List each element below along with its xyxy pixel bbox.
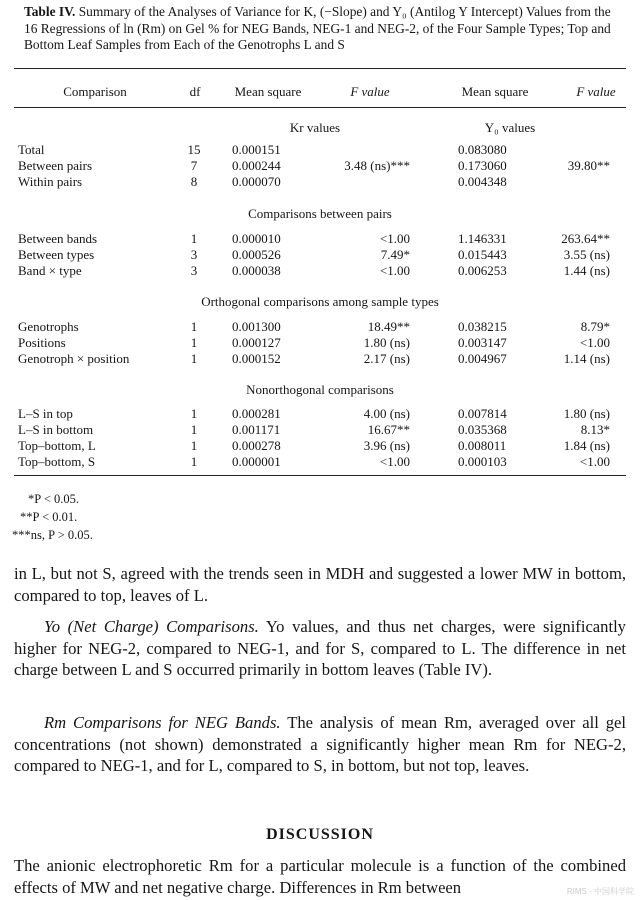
table-cell-comparison: L–S in bottom [18,422,94,437]
table-cell-mean-square-kr: 0.000278 [232,438,281,453]
section-label: Orthogonal comparisons among sample types [201,294,439,309]
table-cell-df: 1 [190,422,198,437]
table-cell-mean-square-y0: 0.006253 [458,263,507,278]
body-paragraph-3 [14,712,626,777]
table-cell-mean-square-y0: 0.004967 [458,351,507,366]
col-header-comparison: Comparison [63,84,127,99]
table-cell-comparison: Positions [18,335,66,350]
table-cell-df: 1 [190,438,198,453]
table-cell-f-value-y0: 1.84 (ns) [563,438,610,453]
table-cell-comparison: L–S in top [18,406,73,421]
table-cell-f-value-y0: <1.00 [579,335,610,350]
table-cell-mean-square-kr: 0.000070 [232,174,281,189]
table-cell-comparison: Between pairs [18,158,93,173]
table-cell-df: 1 [190,335,198,350]
table-cell-f-value-y0: 39.80** [567,158,610,173]
table-cell-f-value-y0: 1.44 (ns) [563,263,610,278]
paragraph-text: The anionic electrophoretic Rm for a particular molecule is a function of the combined effects of MW and net negative charge. Differences in Rm between [14,856,626,897]
table-cell-comparison: Between types [18,247,95,262]
table-cell-f-value-kr: 4.00 (ns) [363,406,410,421]
footnote-2: **P < 0.01. [20,510,78,524]
table-cell-mean-square-y0: 0.173060 [458,158,507,173]
table-cell-f-value-kr: <1.00 [379,454,410,469]
watermark: RIMS · 中国科学院 [566,887,634,896]
table-cell-mean-square-kr: 0.000152 [232,351,281,366]
header-rule [14,107,626,108]
footnote-1: *P < 0.05. [28,492,80,506]
table-cell-mean-square-y0: 0.004348 [458,174,507,189]
table-cell-df: 1 [190,351,198,366]
table-cell-comparison: Top–bottom, S [18,454,96,469]
top-rule [14,68,626,69]
table-cell-comparison: Band × type [18,263,82,278]
table-cell-mean-square-y0: 0.003147 [458,335,507,350]
table-cell-mean-square-y0: 0.038215 [458,319,507,334]
table-cell-mean-square-kr: 0.000038 [232,263,281,278]
table-cell-f-value-kr: 3.48 (ns)*** [344,158,410,173]
table-cell-df: 3 [190,247,198,262]
table-cell-f-value-kr: <1.00 [379,263,410,278]
table-cell-mean-square-y0: 0.015443 [458,247,507,262]
table-cell-df: 8 [190,174,198,189]
table-cell-comparison: Genotrophs [18,319,79,334]
table-cell-df: 3 [190,263,198,278]
paragraph-text: Yo values, and thus net charges, were significantly higher for NEG-2, compared to NEG-1, and for S, compared to L. The difference in net charge between L and S occurred primarily in bottom leaves (Table IV). [14,617,626,680]
table-cell-comparison: Genotroph × position [18,351,130,366]
paragraph-title: Rm Comparisons for NEG Bands. [44,713,281,732]
footnote-3: ***ns, P > 0.05. [12,528,93,542]
table-cell-comparison: Between bands [18,231,98,246]
table-cell-comparison: Within pairs [18,174,83,189]
table-cell-mean-square-y0: 0.035368 [458,422,507,437]
caption-text: Summary of the Analyses of Variance for K, (−Slope) and Y₀ (Antilog Y Intercept) Values from the 16 Regressions of ln (Rm) on Gel % for NEG Bands, NEG-1 and NEG-2, of the Four Sample Types; Top and Bottom Leaf Samples from Each of the Genotrophs L and S [24,4,611,53]
table-cell-mean-square-kr: 0.000281 [232,406,281,421]
table-cell-mean-square-kr: 0.001171 [232,422,281,437]
col-header-f-kr: F value [350,84,390,99]
table-caption [24,4,624,54]
table-cell-df: 1 [190,406,198,421]
table-cell-f-value-y0: 1.14 (ns) [563,351,610,366]
body-paragraph-1 [14,563,626,606]
paragraph-text: in L, but not S, agreed with the trends seen in MDH and suggested a lower MW in bottom, compared to top, leaves of L. [14,564,626,605]
table-cell-mean-square-y0: 0.000103 [458,454,507,469]
kr-values-label: Kr values [289,120,341,135]
section-label: Comparisons between pairs [248,206,392,221]
col-header-df: df [189,84,201,99]
table-cell-mean-square-kr: 0.000127 [232,335,281,350]
table-cell-mean-square-kr: 0.000244 [232,158,281,173]
table-cell-f-value-kr: 3.96 (ns) [363,438,410,453]
table-cell-df: 1 [190,454,198,469]
section-label: Nonorthogonal comparisons [246,382,394,397]
col-header-ms-y0: Mean square [461,84,529,99]
table-cell-mean-square-y0: 0.007814 [458,406,507,421]
table-cell-f-value-kr: 1.80 (ns) [363,335,410,350]
col-header-ms-kr: Mean square [234,84,302,99]
table-cell-df: 1 [190,319,198,334]
table-cell-df: 15 [187,142,201,157]
col-header-f-y0: F value [576,84,616,99]
table-cell-f-value-y0: 3.55 (ns) [563,247,610,262]
table-cell-mean-square-y0: 0.083080 [458,142,507,157]
paragraph-text: The analysis of mean Rm, averaged over all gel concentrations (not shown) demonstrated a significantly higher mean Rm for NEG-2, compared to NEG-1, and for L, compared to S, in bottom, but not top, leaves. [14,713,627,776]
table-cell-mean-square-kr: 0.000151 [232,142,281,157]
body-paragraph-4 [14,855,626,898]
table-cell-f-value-kr: 2.17 (ns) [363,351,410,366]
table-cell-f-value-kr: 18.49** [367,319,410,334]
table-cell-comparison: Total [18,142,45,157]
table-cell-f-value-y0: 1.80 (ns) [563,406,610,421]
table-cell-f-value-y0: 8.13* [580,422,610,437]
paragraph-title: Yo (Net Charge) Comparisons. [44,617,259,636]
table-cell-f-value-y0: 263.64** [561,231,610,246]
table-cell-f-value-y0: 8.79* [580,319,610,334]
table-cell-f-value-kr: 7.49* [380,247,410,262]
table-cell-f-value-kr: 16.67** [367,422,410,437]
table-cell-df: 1 [190,231,198,246]
table-cell-mean-square-kr: 0.000526 [232,247,281,262]
table-cell-f-value-y0: <1.00 [579,454,610,469]
y0-values-label: Y₀ values [484,120,536,135]
table-cell-df: 7 [190,158,198,173]
table-cell-mean-square-kr: 0.000001 [232,454,281,469]
table-cell-f-value-kr: <1.00 [379,231,410,246]
table-cell-comparison: Top–bottom, L [18,438,96,453]
table-cell-mean-square-kr: 0.001300 [232,319,281,334]
body-paragraph-2 [14,616,626,681]
table-cell-mean-square-kr: 0.000010 [232,231,281,246]
bottom-rule [14,475,626,476]
section-heading: DISCUSSION [266,826,374,843]
table-label: Table IV. [24,4,76,19]
table-cell-mean-square-y0: 0.008011 [458,438,507,453]
table-cell-mean-square-y0: 1.146331 [458,231,507,246]
